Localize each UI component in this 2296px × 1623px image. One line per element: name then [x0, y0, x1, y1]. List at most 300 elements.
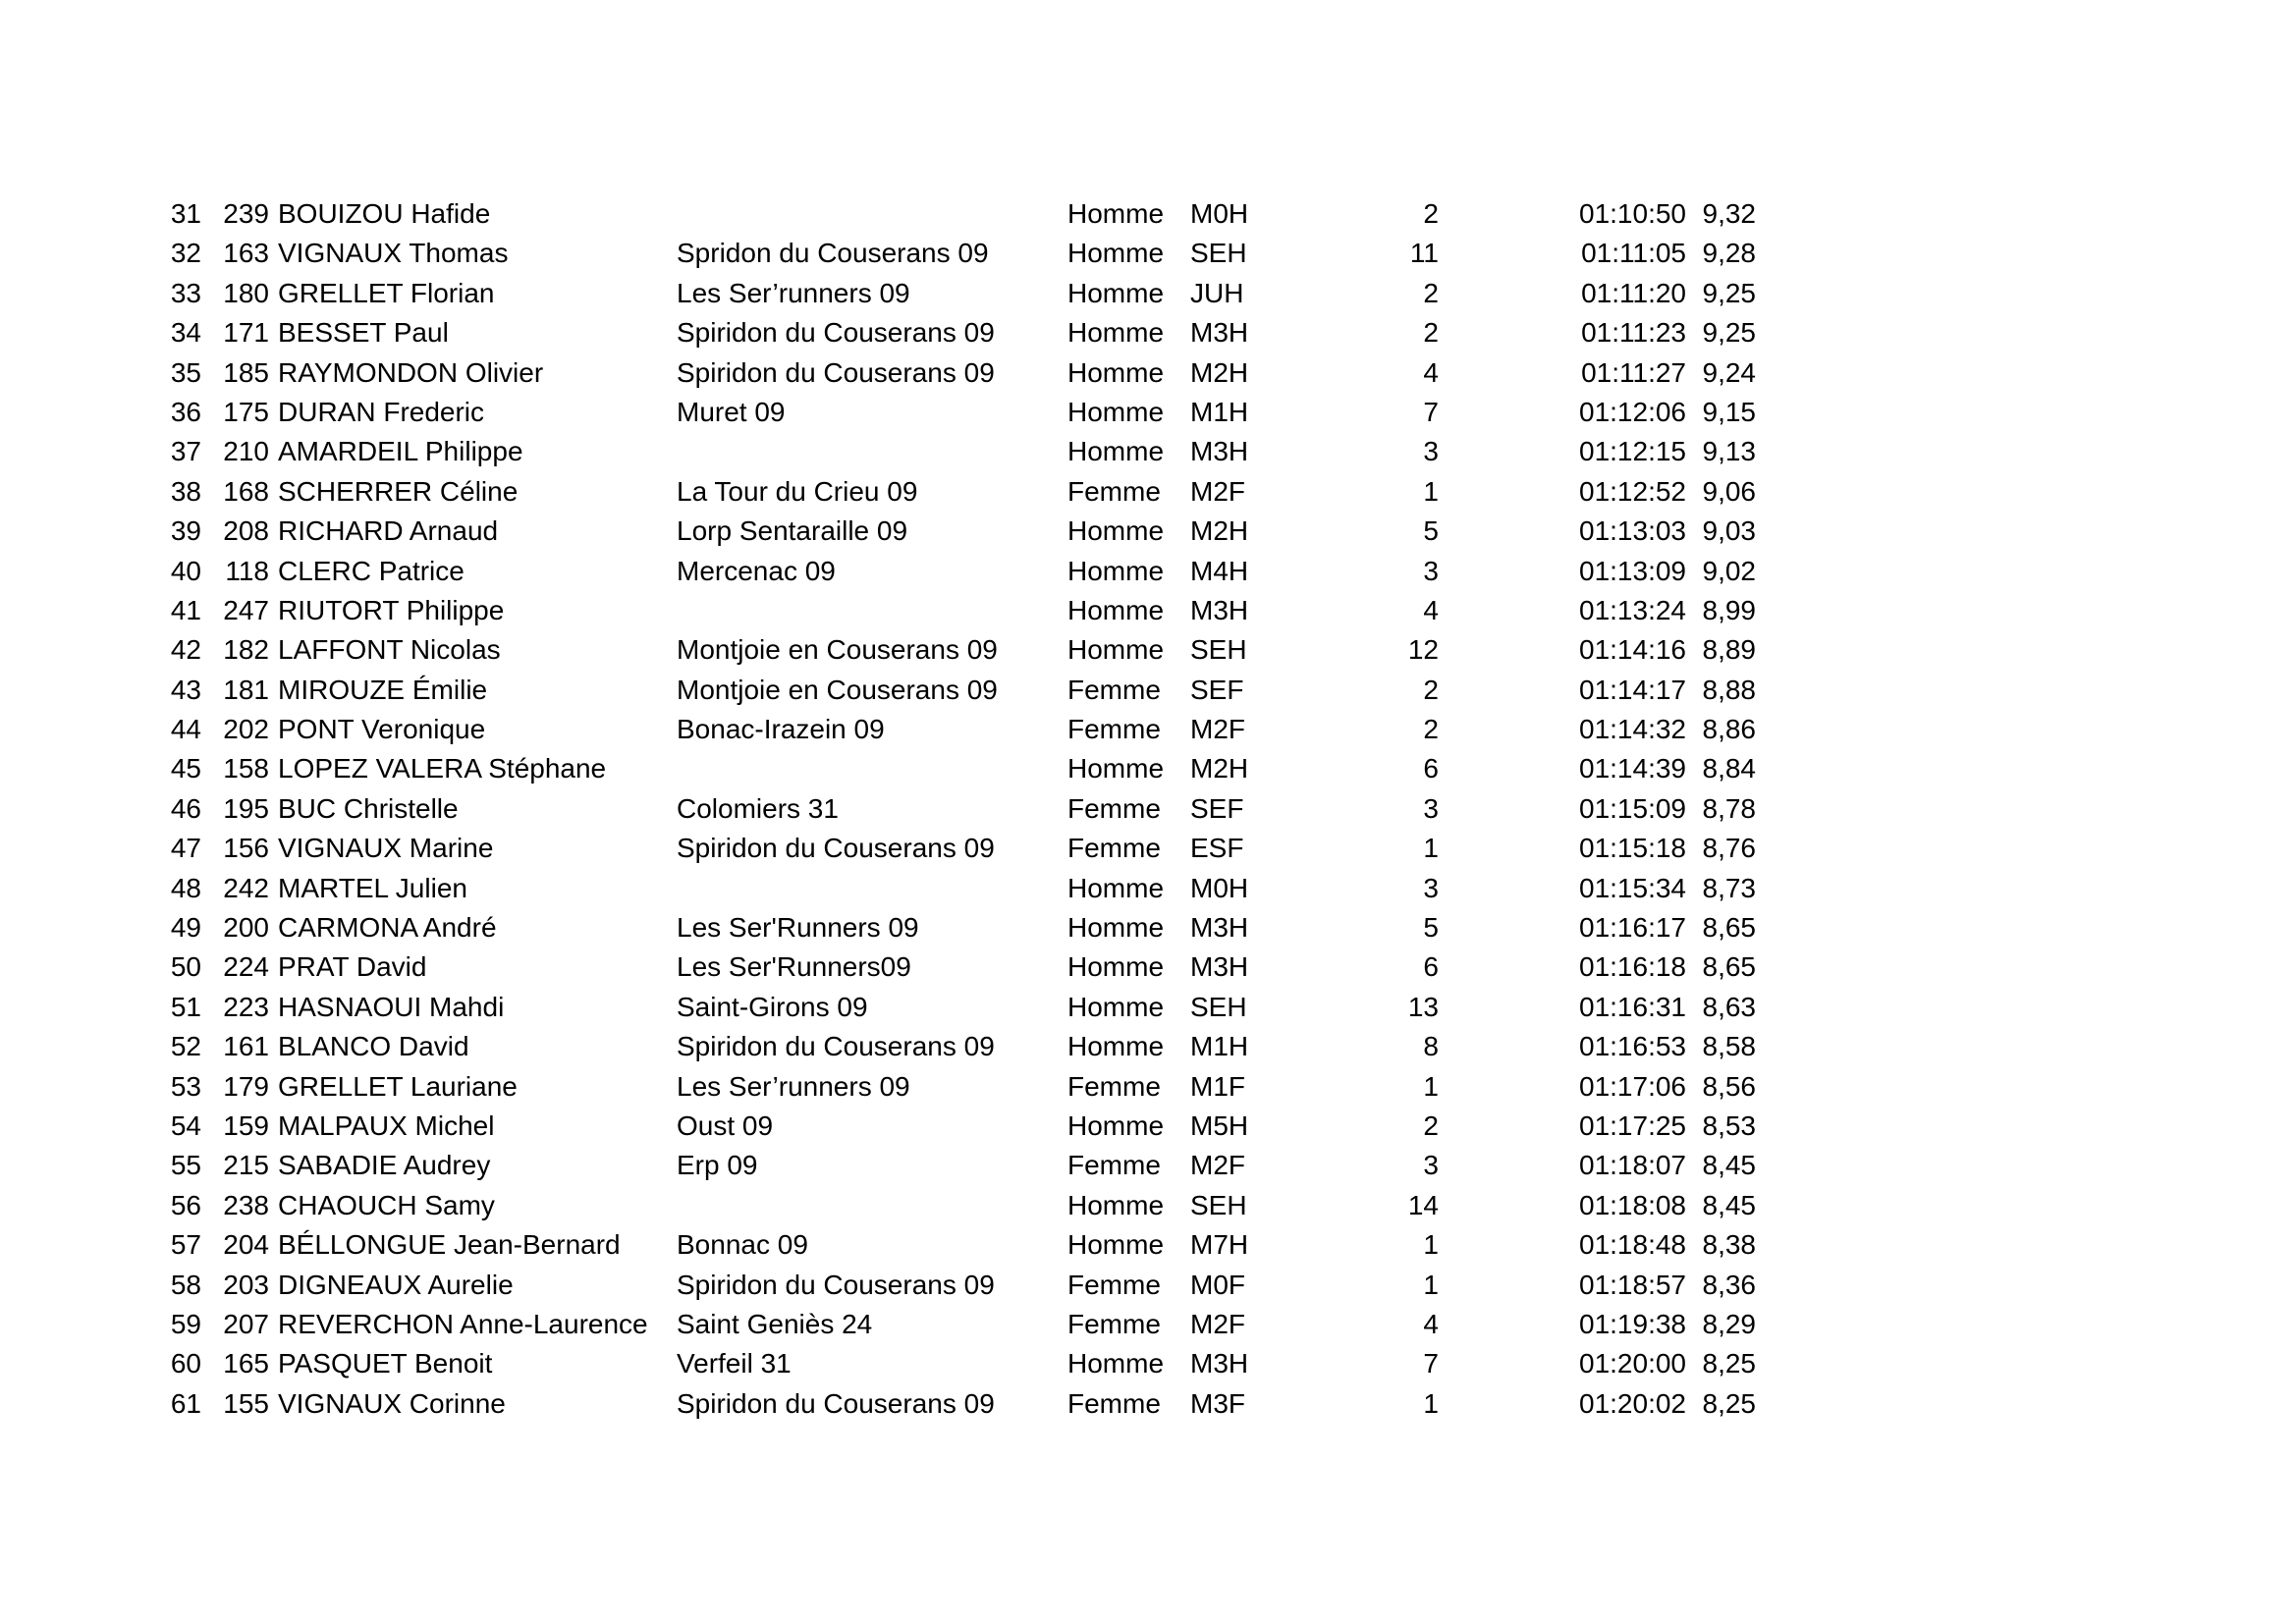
club-cell: Spiridon du Couserans 09 [677, 1387, 995, 1419]
finish-time-cell: 01:20:00 [1579, 1348, 1686, 1380]
speed-cell: 9,32 [1702, 198, 1756, 229]
rank-cell: 59 [170, 1308, 201, 1339]
bib-number-cell: 195 [223, 792, 269, 824]
club-cell: Erp 09 [677, 1150, 758, 1181]
bib-number-cell: 239 [223, 198, 269, 229]
finish-time-cell: 01:13:24 [1579, 594, 1686, 625]
sex-cell: Homme [1067, 753, 1165, 784]
table-row [162, 1067, 1756, 1107]
table-row [162, 1027, 1756, 1066]
table-row [162, 1107, 1756, 1146]
finish-time-cell: 01:15:09 [1579, 792, 1686, 824]
sex-cell: Femme [1067, 475, 1161, 507]
category-rank-cell: 5 [1423, 912, 1439, 944]
finish-time-cell: 01:11:27 [1581, 356, 1686, 388]
finish-time-cell: 01:19:38 [1579, 1308, 1686, 1339]
speed-cell: 8,63 [1702, 991, 1756, 1022]
speed-cell: 8,73 [1702, 872, 1756, 903]
category-rank-cell: 3 [1423, 1150, 1439, 1181]
runner-name-cell: DURAN Frederic [278, 396, 485, 427]
category-cell: M0H [1190, 198, 1249, 229]
bib-number-cell: 215 [223, 1150, 269, 1181]
category-rank-cell: 14 [1407, 1189, 1439, 1220]
runner-name-cell: VIGNAUX Thomas [278, 238, 509, 269]
category-cell: JUH [1190, 277, 1244, 308]
speed-cell: 8,56 [1702, 1070, 1756, 1102]
runner-name-cell: BUC Christelle [278, 792, 459, 824]
bib-number-cell: 161 [223, 1031, 269, 1062]
category-cell: M1F [1190, 1070, 1245, 1102]
club-cell: Bonnac 09 [677, 1229, 808, 1261]
speed-cell: 9,24 [1702, 356, 1756, 388]
finish-time-cell: 01:17:25 [1579, 1109, 1686, 1141]
speed-cell: 8,36 [1702, 1269, 1756, 1300]
bib-number-cell: 156 [223, 833, 269, 864]
runner-name-cell: VIGNAUX Corinne [278, 1387, 506, 1419]
category-rank-cell: 1 [1423, 475, 1439, 507]
category-cell: M3H [1190, 317, 1249, 349]
rank-cell: 55 [170, 1150, 201, 1181]
category-cell: SEH [1190, 991, 1247, 1022]
speed-cell: 8,53 [1702, 1109, 1756, 1141]
club-cell: Spiridon du Couserans 09 [677, 356, 995, 388]
category-cell: M2F [1190, 714, 1245, 745]
rank-cell: 39 [170, 515, 201, 547]
runner-name-cell: RAYMONDON Olivier [278, 356, 544, 388]
speed-cell: 9,02 [1702, 555, 1756, 586]
category-cell: M3H [1190, 436, 1249, 467]
category-cell: SEF [1190, 792, 1244, 824]
sex-cell: Homme [1067, 1229, 1165, 1261]
rank-cell: 40 [170, 555, 201, 586]
rank-cell: 31 [170, 198, 201, 229]
finish-time-cell: 01:15:34 [1579, 872, 1686, 903]
runner-name-cell: BESSET Paul [278, 317, 449, 349]
speed-cell: 8,88 [1702, 674, 1756, 705]
sex-cell: Homme [1067, 951, 1165, 983]
category-cell: SEH [1190, 238, 1247, 269]
rank-cell: 57 [170, 1229, 201, 1261]
runner-name-cell: RICHARD Arnaud [278, 515, 499, 547]
bib-number-cell: 224 [223, 951, 269, 983]
speed-cell: 8,84 [1702, 753, 1756, 784]
rank-cell: 36 [170, 396, 201, 427]
speed-cell: 8,38 [1702, 1229, 1756, 1261]
category-cell: M2F [1190, 1308, 1245, 1339]
club-cell: Spiridon du Couserans 09 [677, 833, 995, 864]
category-rank-cell: 7 [1423, 1348, 1439, 1380]
category-cell: ESF [1190, 833, 1244, 864]
club-cell: Oust 09 [677, 1109, 774, 1141]
speed-cell: 8,76 [1702, 833, 1756, 864]
bib-number-cell: 247 [223, 594, 269, 625]
rank-cell: 60 [170, 1348, 201, 1380]
finish-time-cell: 01:16:17 [1579, 912, 1686, 944]
bib-number-cell: 182 [223, 634, 269, 666]
sex-cell: Homme [1067, 872, 1165, 903]
club-cell: Spiridon du Couserans 09 [677, 1031, 995, 1062]
category-rank-cell: 4 [1423, 356, 1439, 388]
category-cell: M0H [1190, 872, 1249, 903]
finish-time-cell: 01:14:16 [1579, 634, 1686, 666]
category-cell: M3H [1190, 912, 1249, 944]
rank-cell: 49 [170, 912, 201, 944]
club-cell: Muret 09 [677, 396, 786, 427]
category-rank-cell: 11 [1409, 238, 1439, 269]
rank-cell: 41 [170, 594, 201, 625]
sex-cell: Homme [1067, 198, 1165, 229]
category-cell: M1H [1190, 396, 1249, 427]
rank-cell: 42 [170, 634, 201, 666]
sex-cell: Homme [1067, 634, 1165, 666]
sex-cell: Homme [1067, 1031, 1165, 1062]
finish-time-cell: 01:14:17 [1579, 674, 1686, 705]
speed-cell: 8,65 [1702, 951, 1756, 983]
category-rank-cell: 1 [1423, 1387, 1439, 1419]
bib-number-cell: 159 [223, 1109, 269, 1141]
sex-cell: Femme [1067, 1308, 1161, 1339]
category-rank-cell: 3 [1423, 792, 1439, 824]
table-row [162, 353, 1756, 393]
runner-name-cell: BOUIZOU Hafide [278, 198, 491, 229]
category-rank-cell: 3 [1423, 872, 1439, 903]
sex-cell: Homme [1067, 436, 1165, 467]
sex-cell: Femme [1067, 1387, 1161, 1419]
results-table [162, 194, 1756, 1424]
category-cell: M4H [1190, 555, 1249, 586]
table-row [162, 194, 1756, 234]
sex-cell: Homme [1067, 238, 1165, 269]
sex-cell: Femme [1067, 833, 1161, 864]
bib-number-cell: 207 [223, 1308, 269, 1339]
finish-time-cell: 01:13:09 [1579, 555, 1686, 586]
runner-name-cell: SCHERRER Céline [278, 475, 519, 507]
finish-time-cell: 01:11:23 [1581, 317, 1686, 349]
runner-name-cell: MALPAUX Michel [278, 1109, 495, 1141]
bib-number-cell: 171 [223, 317, 269, 349]
runner-name-cell: LAFFONT Nicolas [278, 634, 501, 666]
table-row [162, 512, 1756, 551]
sex-cell: Homme [1067, 991, 1165, 1022]
category-rank-cell: 3 [1423, 555, 1439, 586]
club-cell: Montjoie en Couserans 09 [677, 634, 998, 666]
category-rank-cell: 4 [1423, 594, 1439, 625]
category-cell: M0F [1190, 1269, 1245, 1300]
speed-cell: 9,13 [1702, 436, 1756, 467]
table-row [162, 869, 1756, 908]
sex-cell: Femme [1067, 792, 1161, 824]
table-row [162, 671, 1756, 710]
speed-cell: 8,78 [1702, 792, 1756, 824]
rank-cell: 44 [170, 714, 201, 745]
runner-name-cell: PRAT David [278, 951, 427, 983]
finish-time-cell: 01:16:18 [1579, 951, 1686, 983]
table-row [162, 1225, 1756, 1265]
bib-number-cell: 185 [223, 356, 269, 388]
category-rank-cell: 2 [1423, 198, 1439, 229]
club-cell: Montjoie en Couserans 09 [677, 674, 998, 705]
table-row [162, 1305, 1756, 1344]
speed-cell: 9,28 [1702, 238, 1756, 269]
runner-name-cell: MARTEL Julien [278, 872, 467, 903]
rank-cell: 34 [170, 317, 201, 349]
table-row [162, 908, 1756, 947]
club-cell: Les Ser'Runners 09 [677, 912, 919, 944]
club-cell: Saint-Girons 09 [677, 991, 868, 1022]
runner-name-cell: PASQUET Benoit [278, 1348, 493, 1380]
category-cell: SEH [1190, 634, 1247, 666]
category-rank-cell: 6 [1423, 951, 1439, 983]
rank-cell: 58 [170, 1269, 201, 1300]
rank-cell: 43 [170, 674, 201, 705]
finish-time-cell: 01:16:31 [1579, 991, 1686, 1022]
bib-number-cell: 223 [223, 991, 269, 1022]
finish-time-cell: 01:16:53 [1579, 1031, 1686, 1062]
category-cell: M3H [1190, 1348, 1249, 1380]
club-cell: Spridon du Couserans 09 [677, 238, 989, 269]
category-rank-cell: 3 [1423, 436, 1439, 467]
club-cell: La Tour du Crieu 09 [677, 475, 918, 507]
finish-time-cell: 01:11:05 [1581, 238, 1686, 269]
rank-cell: 54 [170, 1109, 201, 1141]
runner-name-cell: BLANCO David [278, 1031, 469, 1062]
finish-time-cell: 01:10:50 [1579, 198, 1686, 229]
category-cell: M1H [1190, 1031, 1249, 1062]
sex-cell: Homme [1067, 515, 1165, 547]
sex-cell: Femme [1067, 1269, 1161, 1300]
club-cell: Les Ser’runners 09 [677, 1070, 910, 1102]
bib-number-cell: 165 [223, 1348, 269, 1380]
bib-number-cell: 118 [225, 555, 269, 586]
bib-number-cell: 168 [223, 475, 269, 507]
category-rank-cell: 1 [1423, 1269, 1439, 1300]
club-cell: Verfeil 31 [677, 1348, 792, 1380]
category-rank-cell: 13 [1407, 991, 1439, 1022]
bib-number-cell: 179 [223, 1070, 269, 1102]
category-rank-cell: 1 [1423, 1229, 1439, 1261]
rank-cell: 37 [170, 436, 201, 467]
finish-time-cell: 01:15:18 [1579, 833, 1686, 864]
bib-number-cell: 202 [223, 714, 269, 745]
bib-number-cell: 155 [223, 1387, 269, 1419]
table-row [162, 432, 1756, 471]
category-rank-cell: 2 [1423, 317, 1439, 349]
rank-cell: 50 [170, 951, 201, 983]
runner-name-cell: REVERCHON Anne-Laurence [278, 1308, 648, 1339]
finish-time-cell: 01:14:39 [1579, 753, 1686, 784]
category-rank-cell: 2 [1423, 277, 1439, 308]
runner-name-cell: SABADIE Audrey [278, 1150, 491, 1181]
category-cell: M2F [1190, 475, 1245, 507]
bib-number-cell: 203 [223, 1269, 269, 1300]
runner-name-cell: RIUTORT Philippe [278, 594, 505, 625]
table-row [162, 947, 1756, 987]
rank-cell: 61 [170, 1387, 201, 1419]
runner-name-cell: AMARDEIL Philippe [278, 436, 523, 467]
finish-time-cell: 01:18:48 [1579, 1229, 1686, 1261]
runner-name-cell: BÉLLONGUE Jean-Bernard [278, 1229, 621, 1261]
sex-cell: Femme [1067, 1070, 1161, 1102]
table-row [162, 1186, 1756, 1225]
sex-cell: Femme [1067, 674, 1161, 705]
rank-cell: 53 [170, 1070, 201, 1102]
speed-cell: 8,45 [1702, 1189, 1756, 1220]
category-rank-cell: 2 [1423, 714, 1439, 745]
speed-cell: 9,25 [1702, 277, 1756, 308]
bib-number-cell: 210 [223, 436, 269, 467]
finish-time-cell: 01:12:06 [1579, 396, 1686, 427]
sex-cell: Homme [1067, 356, 1165, 388]
finish-time-cell: 01:17:06 [1579, 1070, 1686, 1102]
rank-cell: 56 [170, 1189, 201, 1220]
club-cell: Bonac-Irazein 09 [677, 714, 885, 745]
sex-cell: Homme [1067, 912, 1165, 944]
finish-time-cell: 01:18:57 [1579, 1269, 1686, 1300]
category-rank-cell: 7 [1423, 396, 1439, 427]
bib-number-cell: 158 [223, 753, 269, 784]
club-cell: Saint Geniès 24 [677, 1308, 873, 1339]
bib-number-cell: 175 [223, 396, 269, 427]
rank-cell: 32 [170, 238, 201, 269]
club-cell: Spiridon du Couserans 09 [677, 1269, 995, 1300]
speed-cell: 8,58 [1702, 1031, 1756, 1062]
bib-number-cell: 163 [223, 238, 269, 269]
category-rank-cell: 1 [1423, 1070, 1439, 1102]
finish-time-cell: 01:14:32 [1579, 714, 1686, 745]
table-row [162, 1344, 1756, 1383]
category-rank-cell: 5 [1423, 515, 1439, 547]
category-cell: M2F [1190, 1150, 1245, 1181]
rank-cell: 33 [170, 277, 201, 308]
rank-cell: 52 [170, 1031, 201, 1062]
club-cell: Les Ser’runners 09 [677, 277, 910, 308]
category-cell: SEH [1190, 1189, 1247, 1220]
bib-number-cell: 180 [223, 277, 269, 308]
category-cell: M7H [1190, 1229, 1249, 1261]
speed-cell: 9,03 [1702, 515, 1756, 547]
category-cell: SEF [1190, 674, 1244, 705]
rank-cell: 38 [170, 475, 201, 507]
finish-time-cell: 01:18:07 [1579, 1150, 1686, 1181]
table-row [162, 552, 1756, 591]
finish-time-cell: 01:12:15 [1579, 436, 1686, 467]
table-row [162, 472, 1756, 512]
rank-cell: 48 [170, 872, 201, 903]
sex-cell: Homme [1067, 396, 1165, 427]
speed-cell: 8,86 [1702, 714, 1756, 745]
sex-cell: Homme [1067, 555, 1165, 586]
club-cell: Lorp Sentaraille 09 [677, 515, 908, 547]
table-row [162, 393, 1756, 432]
category-rank-cell: 6 [1423, 753, 1439, 784]
finish-time-cell: 01:13:03 [1579, 515, 1686, 547]
speed-cell: 8,65 [1702, 912, 1756, 944]
bib-number-cell: 238 [223, 1189, 269, 1220]
club-cell: Les Ser'Runners09 [677, 951, 911, 983]
category-rank-cell: 8 [1423, 1031, 1439, 1062]
category-rank-cell: 12 [1407, 634, 1439, 666]
club-cell: Spiridon du Couserans 09 [677, 317, 995, 349]
table-row [162, 710, 1756, 749]
speed-cell: 8,45 [1702, 1150, 1756, 1181]
bib-number-cell: 200 [223, 912, 269, 944]
table-row [162, 591, 1756, 630]
runner-name-cell: GRELLET Lauriane [278, 1070, 518, 1102]
speed-cell: 8,25 [1702, 1387, 1756, 1419]
sex-cell: Homme [1067, 1348, 1165, 1380]
runner-name-cell: VIGNAUX Marine [278, 833, 494, 864]
category-cell: M5H [1190, 1109, 1249, 1141]
category-rank-cell: 4 [1423, 1308, 1439, 1339]
sex-cell: Femme [1067, 1150, 1161, 1181]
club-cell: Colomiers 31 [677, 792, 839, 824]
finish-time-cell: 01:20:02 [1579, 1387, 1686, 1419]
runner-name-cell: DIGNEAUX Aurelie [278, 1269, 514, 1300]
category-cell: M3H [1190, 594, 1249, 625]
sex-cell: Homme [1067, 594, 1165, 625]
category-cell: M2H [1190, 356, 1249, 388]
table-row [162, 829, 1756, 868]
speed-cell: 9,25 [1702, 317, 1756, 349]
club-cell: Mercenac 09 [677, 555, 836, 586]
sex-cell: Homme [1067, 277, 1165, 308]
table-row [162, 630, 1756, 670]
speed-cell: 9,06 [1702, 475, 1756, 507]
finish-time-cell: 01:12:52 [1579, 475, 1686, 507]
table-row [162, 313, 1756, 352]
finish-time-cell: 01:11:20 [1581, 277, 1686, 308]
table-row [162, 749, 1756, 788]
category-rank-cell: 1 [1423, 833, 1439, 864]
table-row [162, 234, 1756, 273]
runner-name-cell: LOPEZ VALERA Stéphane [278, 753, 607, 784]
speed-cell: 8,29 [1702, 1308, 1756, 1339]
bib-number-cell: 204 [223, 1229, 269, 1261]
runner-name-cell: PONT Veronique [278, 714, 486, 745]
rank-cell: 47 [170, 833, 201, 864]
bib-number-cell: 181 [223, 674, 269, 705]
rank-cell: 35 [170, 356, 201, 388]
rank-cell: 46 [170, 792, 201, 824]
bib-number-cell: 242 [223, 872, 269, 903]
sex-cell: Homme [1067, 1109, 1165, 1141]
speed-cell: 9,15 [1702, 396, 1756, 427]
runner-name-cell: HASNAOUI Mahdi [278, 991, 505, 1022]
table-row [162, 274, 1756, 313]
table-row [162, 1384, 1756, 1424]
category-rank-cell: 2 [1423, 674, 1439, 705]
speed-cell: 8,89 [1702, 634, 1756, 666]
table-row [162, 789, 1756, 829]
table-row [162, 1146, 1756, 1185]
bib-number-cell: 208 [223, 515, 269, 547]
sex-cell: Femme [1067, 714, 1161, 745]
finish-time-cell: 01:18:08 [1579, 1189, 1686, 1220]
runner-name-cell: MIROUZE Émilie [278, 674, 488, 705]
speed-cell: 8,99 [1702, 594, 1756, 625]
runner-name-cell: GRELLET Florian [278, 277, 495, 308]
sex-cell: Homme [1067, 317, 1165, 349]
runner-name-cell: CARMONA André [278, 912, 497, 944]
runner-name-cell: CLERC Patrice [278, 555, 465, 586]
runner-name-cell: CHAOUCH Samy [278, 1189, 495, 1220]
category-cell: M2H [1190, 515, 1249, 547]
rank-cell: 51 [170, 991, 201, 1022]
category-cell: M3F [1190, 1387, 1245, 1419]
rank-cell: 45 [170, 753, 201, 784]
table-row [162, 988, 1756, 1027]
sex-cell: Homme [1067, 1189, 1165, 1220]
